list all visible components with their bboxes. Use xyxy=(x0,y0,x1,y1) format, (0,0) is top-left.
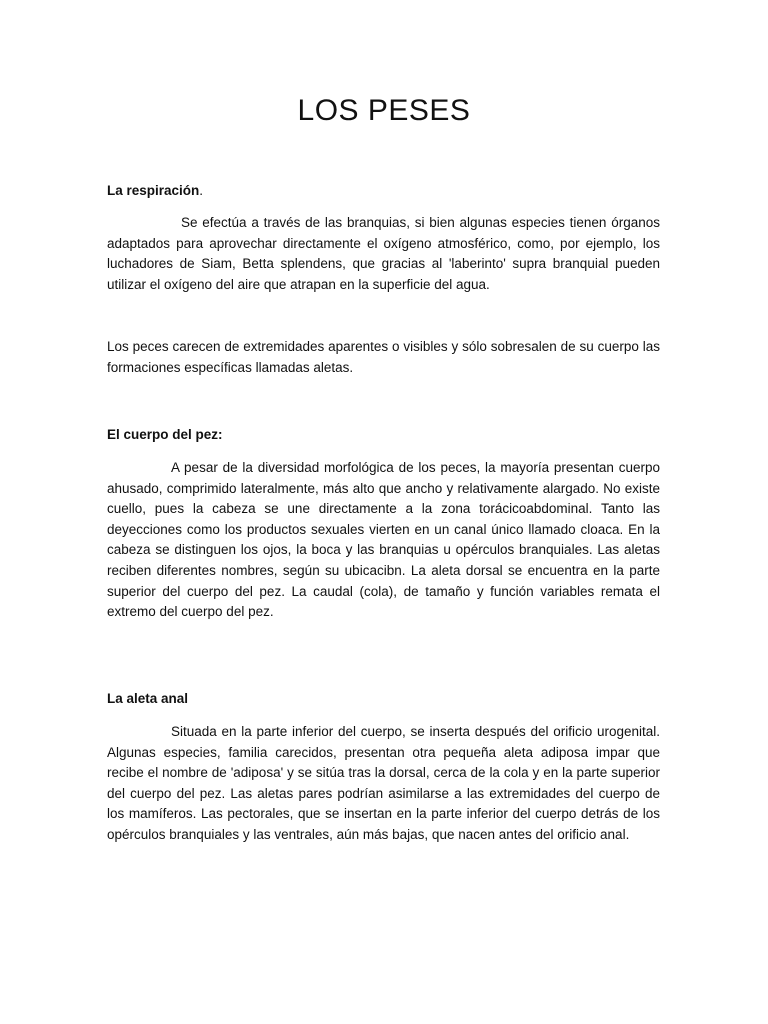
section-cuerpo-body xyxy=(107,458,660,623)
section-respiracion-body-2 xyxy=(107,337,660,378)
section-heading: La aleta anal xyxy=(107,691,189,706)
section-aleta-anal-body xyxy=(107,722,660,846)
section-respiracion xyxy=(107,181,660,201)
paragraph: Los peces carecen de extremidades aparentes o visibles y sólo sobresalen de su cuerpo las formaciones específicas llamadas aletas. xyxy=(107,339,660,375)
heading-trail: . xyxy=(199,183,204,198)
paragraph: Situada en la parte inferior del cuerpo, se inserta después del orificio urogenital. Algunas especies, familia carecidos, presentan otra pequeña aleta adiposa impar que recibe el nombre de 'adiposa' y se sitúa tras la dorsal, cerca de la cola y en la parte superior del cuerpo del pez. Las aletas pares podrían asimilarse a las extremidades del cuerpo de los mamíferos. Las pectorales, que se insertan en la parte inferior del cuerpo detrás de los opérculos branquiales y las ventrales, aún más bajas, que nacen antes del orificio anal. xyxy=(107,724,660,842)
paragraph: Se efectúa a través de las branquias, si bien algunas especies tienen órganos adaptados para aprovechar directamente el oxígeno atmosférico, como, por ejemplo, los luchadores de Siam, Betta splendens, que gracias al 'laberinto' supra branquial pueden utilizar el oxígeno del aire que atrapan en la superficie del agua. xyxy=(107,215,660,292)
heading-text: La respiración xyxy=(107,183,200,198)
document-title: LOS PESES xyxy=(297,94,471,127)
section-heading xyxy=(107,181,660,201)
section-cuerpo xyxy=(107,425,660,445)
section-heading: El cuerpo del pez: xyxy=(107,427,223,442)
section-respiracion-body xyxy=(107,213,660,295)
paragraph: A pesar de la diversidad morfológica de los peces, la mayoría presentan cuerpo ahusado, comprimido lateralmente, más alto que ancho y relativamente alargado. No existe cuello, pues la cabeza se une directamente a la zona torácicoabdominal. Tanto las deyecciones como los productos sexuales vierten en un canal único llamado cloaca. En la cabeza se distinguen los ojos, la boca y las branquias u opérculos branquiales. Las aletas reciben diferentes nombres, según su ubicacibn. La aleta dorsal se encuentra en la parte superior del cuerpo del pez. La caudal (cola), de tamaño y función variables remata el extremo del cuerpo del pez. xyxy=(107,460,660,620)
section-aleta-anal xyxy=(107,689,660,709)
